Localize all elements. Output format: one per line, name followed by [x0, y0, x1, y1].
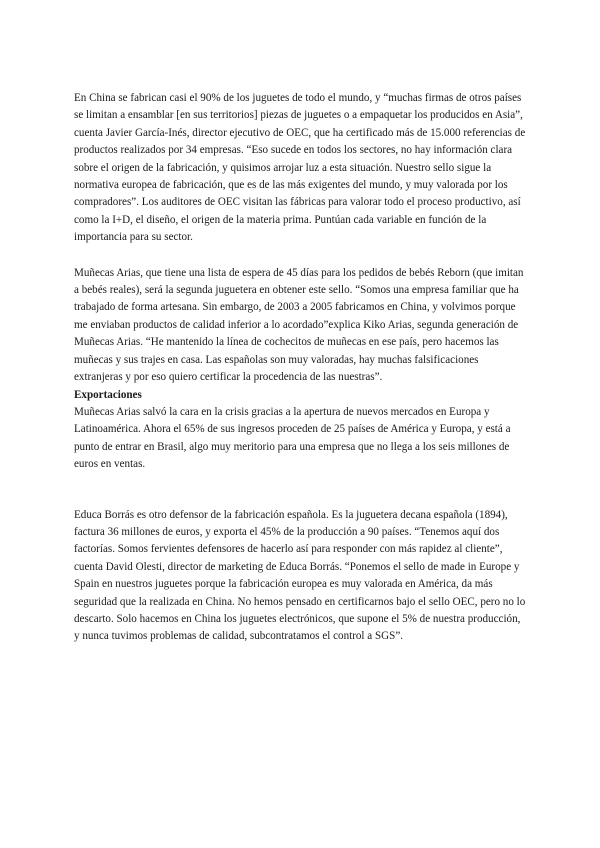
paragraph-munecas-arias: Muñecas Arias, que tiene una lista de espera de 45 días para los pedidos de bebés Reborn (que imitan a bebés reales), será la segunda juguetera en obtener este sello. “Somos una empresa familiar que ha trabajado de forma artesana. Sin embargo, de 2003 a 2005 fabricamos en China, y volvimos porque me enviaban productos de calidad inferior a lo acordado”explica Kiko Arias, segunda generación de Muñecas Arias. “He mantenido la línea de cochecitos de muñecas en ese país, pero hacemos las muñecas y sus trajes en casa. Las españolas son muy valoradas, hay muchas falsificaciones extranjeras y por eso quiero certificar la procedencia de las nuestras”. — [74, 266, 524, 384]
paragraph-oec-certification: En China se fabrican casi el 90% de los juguetes de todo el mundo, y “muchas firmas de otros países se limitan a ensamblar [en sus territorios] piezas de juguetes o a empaquetar los producidos en Asia”, cuenta Javier García-Inés, director ejecutivo de OEC, que ha certificado más de 15.000 referencias de productos realizados por 34 empresas. “Eso sucede en todos los sectores, no hay información clara sobre el origen de la fabricación, y quisimos arrojar luz a esta situación. Nuestro sello sigue la normativa europea de fabricación, que es de las más exigentes del mundo, y muy valorada por los compradores”. Los auditores de OEC visitan las fábricas para valorar todo el proceso productivo, así como la I+D, el diseño, el origen de la materia prima. Puntúan cada variable en función de la importancia para su sector. — [74, 92, 526, 244]
paragraph-educa-borras: Educa Borrás es otro defensor de la fabricación española. Es la juguetera decana española (1894), factura 36 millones de euros, y exporta el 45% de la producción a 90 países. “Tenemos aquí dos factorías. Somos fervientes defensores de hacerlo así para responder con más rapidez al cliente”, cuenta David Olesti, director de marketing de Educa Borrás. “Ponemos el sello de made in Europe y Spain en nuestros juguetes porque la fabricación europea es muy valorada en América, da más seguridad que la realizada en China. No hemos pensado en certificarnos bajo el sello OEC, pero no lo descarto. Solo hacemos en China los juguetes electrónicos, que supone el 5% de nuestra producción, y nunca tuvimos problemas de calidad, subcontratamos el control a SGS”. — [74, 508, 526, 643]
document-page — [74, 90, 526, 646]
section-heading-exportaciones: Exportaciones — [74, 388, 142, 401]
paragraph-exportaciones: Muñecas Arias salvó la cara en la crisis gracias a la apertura de nuevos mercados en Europa y Latinoamérica. Ahora el 65% de sus ingresos proceden de 25 países de América y Europa, y está a punto de entrar en Brasil, algo muy meritorio para una empresa que no llega a los seis millones de euros en ventas. — [74, 405, 511, 471]
